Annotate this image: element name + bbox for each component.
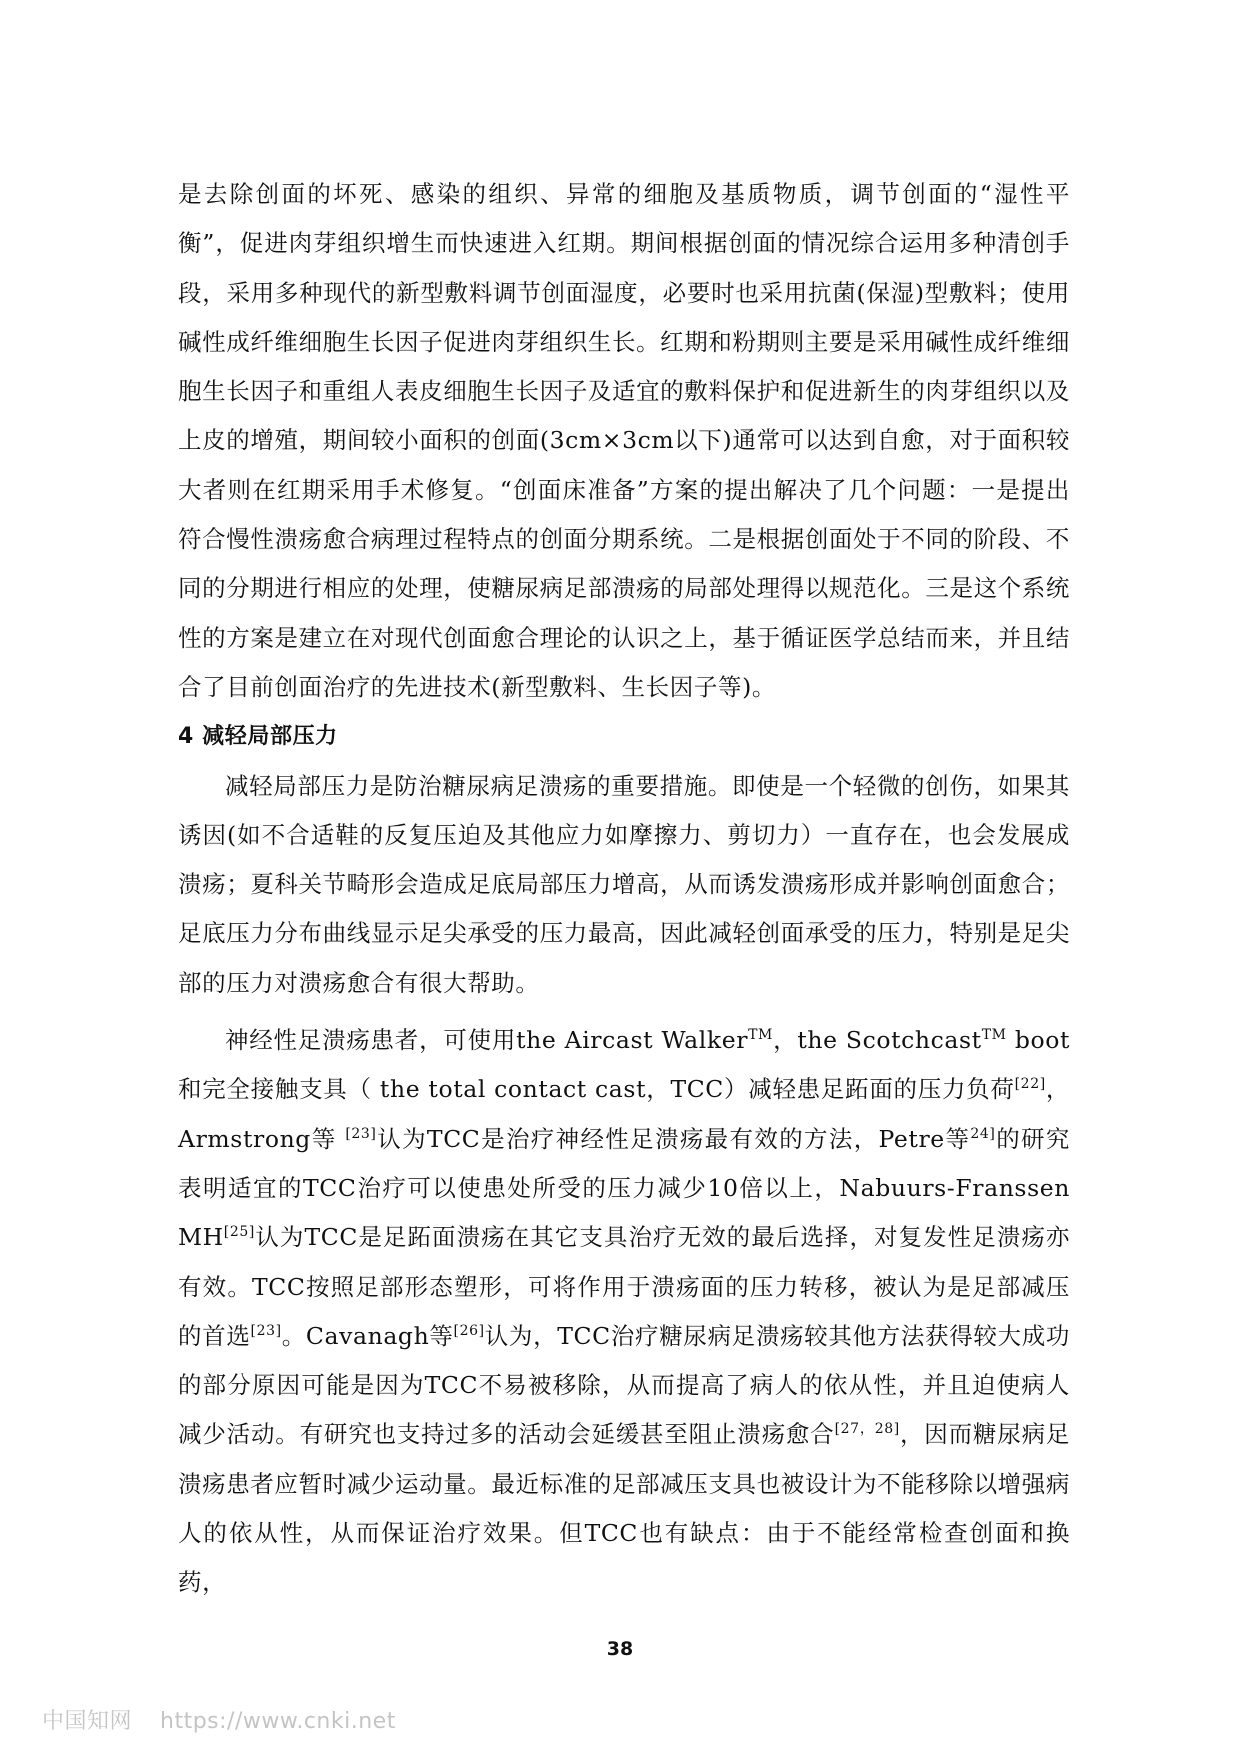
citation-ref-26: [26] (453, 1322, 485, 1339)
text-span: 神经性足溃疡患者，可使用the Aircast Walker (225, 1026, 749, 1055)
paragraph-pressure-intro: 减轻局部压力是防治糖尿病足溃疡的重要措施。即使是一个轻微的创伤，如果其诱因(如不合适鞋的反复压迫及其他应力如摩擦力、剪切力）一直存在，也会发展成溃疡；夏科关节畸形会造成足底局部压力增高，从而诱发溃疡形成并影响创面愈合；足底压力分布曲线显示足尖承受的压力最高，因此减轻创面承受的压力，特别是足尖部的压力对溃疡愈合有很大帮助。 (178, 771, 1070, 997)
paragraph-tcc (178, 1016, 1070, 1608)
watermark-name: 中国知网 (42, 1709, 133, 1734)
text-span: 认为TCC是足跖面溃疡在其它支具治疗无效的最后选择，对复发性足溃疡亦有效。TCC按照足部形态塑形，可将作用于溃疡面的压力转移，被认为是足部减压的首选 (178, 1223, 1070, 1350)
citation-ref-24: 24] (970, 1125, 996, 1142)
citation-ref-25: [25] (223, 1224, 255, 1241)
text-span: ，Armstrong等 (178, 1075, 1070, 1153)
text-span: ，the Scotchcast (772, 1026, 982, 1055)
text-span: 认为，TCC治疗糖尿病足溃疡较其他方法获得较大成功的部分原因可能是因为TCC不易被移除，从而提高了病人的依从性，并且迫使病人减少活动。有研究也支持过多的活动会延缓甚至阻止溃疡愈合 (178, 1321, 1070, 1449)
text-span: 的研究表明适宜的TCC治疗可以使患处所受的压力减少10倍以上，Nabuurs-Franssen MH (178, 1124, 1070, 1252)
citation-ref-23: [23] (345, 1125, 377, 1142)
trademark-mark: TM (748, 1027, 773, 1044)
citation-ref-22: [22] (1014, 1076, 1046, 1093)
text-span: 认为TCC是治疗神经性足溃疡最有效的方法，Petre等 (376, 1124, 971, 1153)
page-number: 38 (606, 1638, 634, 1660)
trademark-mark: TM (981, 1027, 1007, 1044)
citation-ref-23: [23] (250, 1322, 282, 1339)
watermark-url: https://www.cnki.net (160, 1709, 396, 1734)
cnki-watermark (42, 1704, 396, 1735)
paragraph-continued: 是去除创面的坏死、感染的组织、异常的细胞及基质物质，调节创面的“湿性平衡”，促进肉芽组织增生而快速进入红期。期间根据创面的情况综合运用多种清创手段，采用多种现代的新型敷料调节创面湿度，必要时也采用抗菌(保湿)型敷料；使用碱性成纤维细胞生长因子促进肉芽组织生长。红期和粉期则主要是采用碱性成纤维细胞生长因子和重组人表皮细胞生长因子及适宜的敷料保护和促进新生的肉芽组织以及上皮的增殖，期间较小面积的创面(3cm×3cm以下)通常可以达到自愈，对于面积较大者则在红期采用手术修复。“创面床准备”方案的提出解决了几个问题：一是提出符合慢性溃疡愈合病理过程特点的创面分期系统。二是根据创面处于不同的阶段、不同的分期进行相应的处理，使糖尿病足部溃疡的局部处理得以规范化。三是这个系统性的方案是建立在对现代创面愈合理论的认识之上，基于循证医学总结而来，并且结合了目前创面治疗的先进技术(新型敷料、生长因子等)。 (178, 180, 1070, 701)
text-span: 。Cavanagh等 (281, 1321, 454, 1350)
citation-ref-27-28: [27，28] (834, 1421, 900, 1438)
text-span: ，因而糖尿病足溃疡患者应暂时减少运动量。最近标准的足部减压支具也被设计为不能移除以增强病人的依从性，从而保证治疗效果。但TCC也有缺点：由于不能经常检查创面和换药， (178, 1420, 1070, 1597)
body-text (178, 170, 1070, 1608)
text-span: boot 和完全接触支具（ the total contact cast，TCC）减轻患足跖面的压力负荷 (178, 1026, 1071, 1104)
section-heading: 4 减轻局部压力 (178, 724, 338, 750)
